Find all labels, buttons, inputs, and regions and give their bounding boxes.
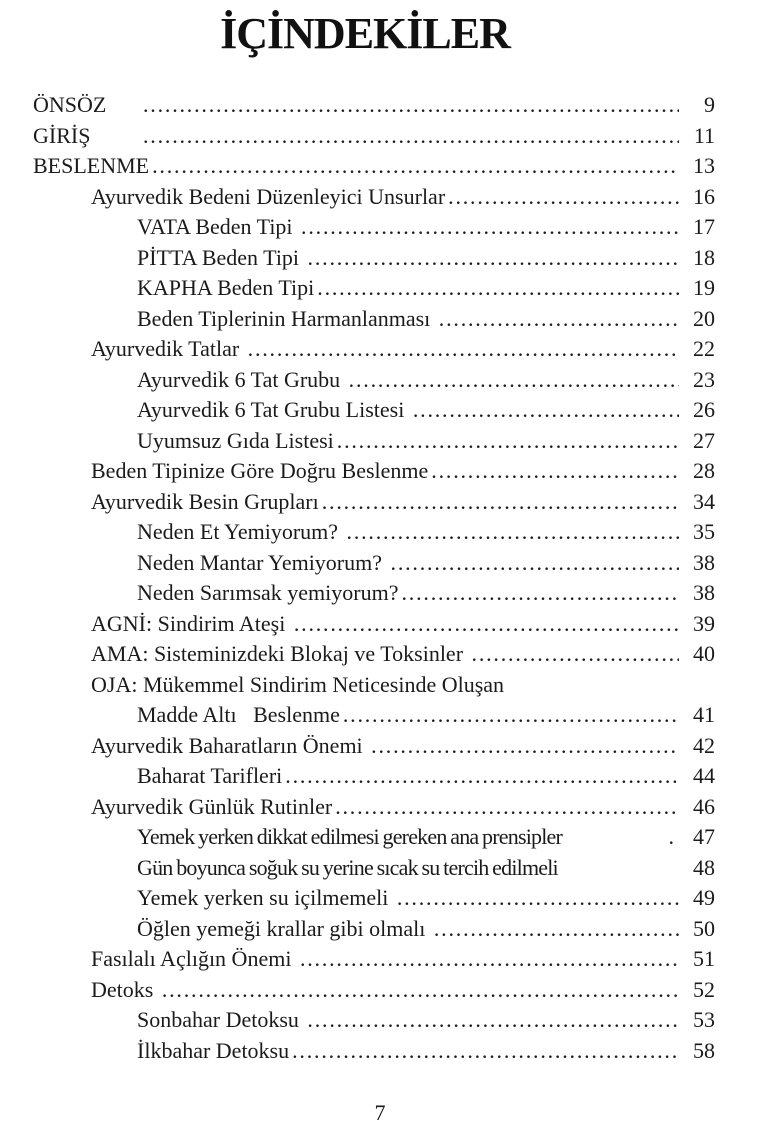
- toc-entry-label: AGNİ: Sindirim Ateşi: [91, 610, 291, 636]
- toc-entry: [33, 212, 715, 243]
- toc-page-number: 11: [693, 122, 715, 148]
- toc-page-number: 52: [693, 976, 715, 1002]
- toc-page-number: 34: [693, 488, 715, 514]
- toc-leader-dots: [410, 395, 679, 426]
- toc-leader-dots: [334, 426, 679, 457]
- toc-leader-dots: [282, 761, 679, 792]
- toc-entry-label: Neden Sarımsak yemiyorum?: [137, 580, 399, 605]
- toc-page-number: 47: [693, 824, 715, 849]
- toc-entry-label: ÖNSÖZ: [33, 92, 107, 117]
- toc-entry: [33, 914, 715, 945]
- toc-page-number: 27: [693, 427, 715, 453]
- toc-page-number: 49: [693, 885, 715, 910]
- toc-page-number: 58: [693, 1037, 715, 1063]
- toc-entry: [33, 151, 715, 182]
- toc-entry: [33, 761, 715, 792]
- toc-entry-label: Ayurvedik Tatlar: [91, 336, 245, 361]
- toc-page-number: 53: [693, 1007, 715, 1032]
- toc-entry-label: Fasılalı Açlığın Önemi: [91, 946, 297, 971]
- toc-entry-label: Beden Tiplerinin Harmanlanması: [137, 305, 436, 331]
- toc-page-number: 9: [704, 92, 715, 117]
- toc-leader-dots: [428, 456, 679, 487]
- toc-page-number: 20: [693, 305, 715, 331]
- toc-leader-dots: [314, 273, 679, 304]
- toc-entry: [33, 182, 715, 213]
- toc-entry: [33, 90, 715, 121]
- toc-entry: [33, 304, 715, 335]
- toc-leader-dots: [346, 365, 679, 396]
- toc-entry: [33, 334, 715, 365]
- toc-entry: [33, 395, 715, 426]
- toc-entry: [33, 883, 715, 914]
- toc-page-number: 46: [693, 793, 715, 819]
- toc-leader-dots: [149, 151, 679, 182]
- toc-entry: [33, 1005, 715, 1036]
- toc-entry: [33, 121, 715, 152]
- toc-entry: [33, 243, 715, 274]
- toc-entry-label: Ayurvedik Bedeni Düzenleyici Unsurlar: [91, 183, 446, 209]
- toc-entry: [33, 578, 715, 609]
- toc-entry-label: Beden Tipinize Göre Doğru Beslenme: [91, 458, 429, 483]
- toc-entry: [33, 670, 715, 701]
- toc-entry-label: AMA: Sisteminizdeki Blokaj ve Toksinler: [91, 641, 469, 666]
- toc-page-number: 42: [693, 732, 715, 758]
- toc-leader-dots: [469, 639, 679, 670]
- toc-entry-label: Ayurvedik Günlük Rutinler: [91, 793, 333, 819]
- toc-leader-dots: [431, 914, 679, 945]
- toc-page-number: 13: [693, 153, 715, 178]
- toc-entry: [33, 731, 715, 762]
- toc-page-number: 18: [693, 244, 715, 270]
- toc-leader-dots: [394, 883, 679, 914]
- toc-leader-dots: [388, 548, 679, 579]
- toc-entry-label: Uyumsuz Gıda Listesi: [137, 427, 334, 453]
- toc-entry-label: İlkbahar Detoksu: [137, 1037, 290, 1063]
- toc-entry: [33, 975, 715, 1006]
- toc-page-number: 19: [693, 275, 715, 300]
- toc-entry: [33, 517, 715, 548]
- toc-entry: [33, 609, 715, 640]
- toc-page-number: 48: [693, 854, 715, 880]
- toc-leader-dots: [140, 90, 679, 121]
- toc-page-number: 38: [693, 549, 715, 575]
- toc-page-number: 22: [693, 336, 715, 361]
- toc-leader-dots: [344, 517, 679, 548]
- toc-page-number: 35: [693, 519, 715, 544]
- toc-entry: [33, 426, 715, 457]
- toc-entry: [33, 792, 715, 823]
- toc-leader-dots: [305, 243, 679, 274]
- toc-entry: [33, 487, 715, 518]
- toc-entry-label: GİRİŞ: [33, 122, 91, 148]
- page-title: İÇİNDEKİLER: [220, 9, 510, 58]
- toc-entry-label: BESLENME: [33, 153, 150, 178]
- toc-leader-dots: [368, 731, 679, 762]
- toc-leader-dots: [340, 700, 679, 731]
- toc-page-number: 50: [693, 915, 715, 941]
- toc-entry: [33, 700, 715, 731]
- toc-entry-label: Detoks: [91, 976, 159, 1002]
- toc-entry: [33, 1036, 715, 1067]
- toc-leader-dots: [304, 1005, 679, 1036]
- toc-leader-dots: [436, 304, 679, 335]
- toc-entry: [33, 548, 715, 579]
- toc-entry-label: Ayurvedik 6 Tat Grubu: [137, 366, 346, 392]
- toc-page-number: 28: [693, 458, 715, 483]
- toc-entry: [33, 456, 715, 487]
- toc-entry: [33, 944, 715, 975]
- toc-entry-label: Sonbahar Detoksu: [137, 1007, 305, 1032]
- toc-leader-dots: [291, 609, 679, 640]
- toc-entry-label: Baharat Tarifleri: [137, 763, 283, 788]
- toc-leader-dots: [332, 792, 679, 823]
- toc-entry: [33, 273, 715, 304]
- toc-page-number: 41: [693, 702, 715, 727]
- toc-page-number: 26: [693, 397, 715, 422]
- toc-entry: [33, 853, 715, 884]
- toc-leader-dots: [245, 334, 679, 365]
- toc-leader-dots: [445, 182, 679, 213]
- toc-page-number: 51: [693, 946, 715, 971]
- toc-entry-label: Ayurvedik 6 Tat Grubu Listesi: [137, 397, 410, 422]
- toc-leader-dots: [159, 975, 679, 1006]
- toc-entry-label: Neden Mantar Yemiyorum?: [137, 549, 388, 575]
- toc-entry-label: PİTTA Beden Tipi: [137, 244, 305, 270]
- toc-entry-label: Ayurvedik Besin Grupları: [91, 488, 319, 514]
- toc-entry: [33, 822, 715, 853]
- toc-leader-dots: [562, 822, 679, 853]
- toc-leader-dots: [319, 487, 679, 518]
- toc-leader-dots: [399, 578, 680, 609]
- toc-page-number: 44: [693, 763, 715, 788]
- toc-leader-dots: [297, 944, 679, 975]
- toc-page-number: 39: [693, 610, 715, 636]
- footer-page-number: 7: [374, 1100, 386, 1125]
- toc-page-number: 38: [693, 580, 715, 605]
- toc-entry-label: Gün boyunca soğuk su yerine sıcak su tercih edilmeli: [137, 854, 558, 880]
- toc-entry-label: Yemek yerken su içilmemeli: [137, 885, 394, 910]
- toc-entry: [33, 365, 715, 396]
- toc-entry-label: Madde Altı Beslenme: [137, 702, 340, 727]
- toc-entry-label: Neden Et Yemiyorum?: [137, 519, 344, 544]
- toc-entry: [33, 639, 715, 670]
- toc-entry-label: Yemek yerken dikkat edilmesi gereken ana prensipler: [137, 824, 563, 849]
- toc-entry-label: Öğlen yemeği krallar gibi olmalı: [137, 915, 431, 941]
- toc-leader-dots: [289, 1036, 679, 1067]
- toc-leader-dots: [140, 121, 679, 152]
- toc-entry-label: VATA Beden Tipi: [137, 214, 299, 239]
- toc-page-number: 40: [693, 641, 715, 666]
- toc-entry-label: OJA: Mükemmel Sindirim Neticesinde Oluşan: [91, 671, 505, 697]
- toc-entry-label: KAPHA Beden Tipi: [137, 275, 315, 300]
- toc-entry-label: Ayurvedik Baharatların Önemi: [91, 732, 369, 758]
- toc-leader-dots: [298, 212, 679, 243]
- toc-list: [33, 90, 715, 1066]
- toc-page-number: 16: [693, 183, 715, 209]
- toc-page-number: 23: [693, 366, 715, 392]
- toc-page-number: 17: [693, 214, 715, 239]
